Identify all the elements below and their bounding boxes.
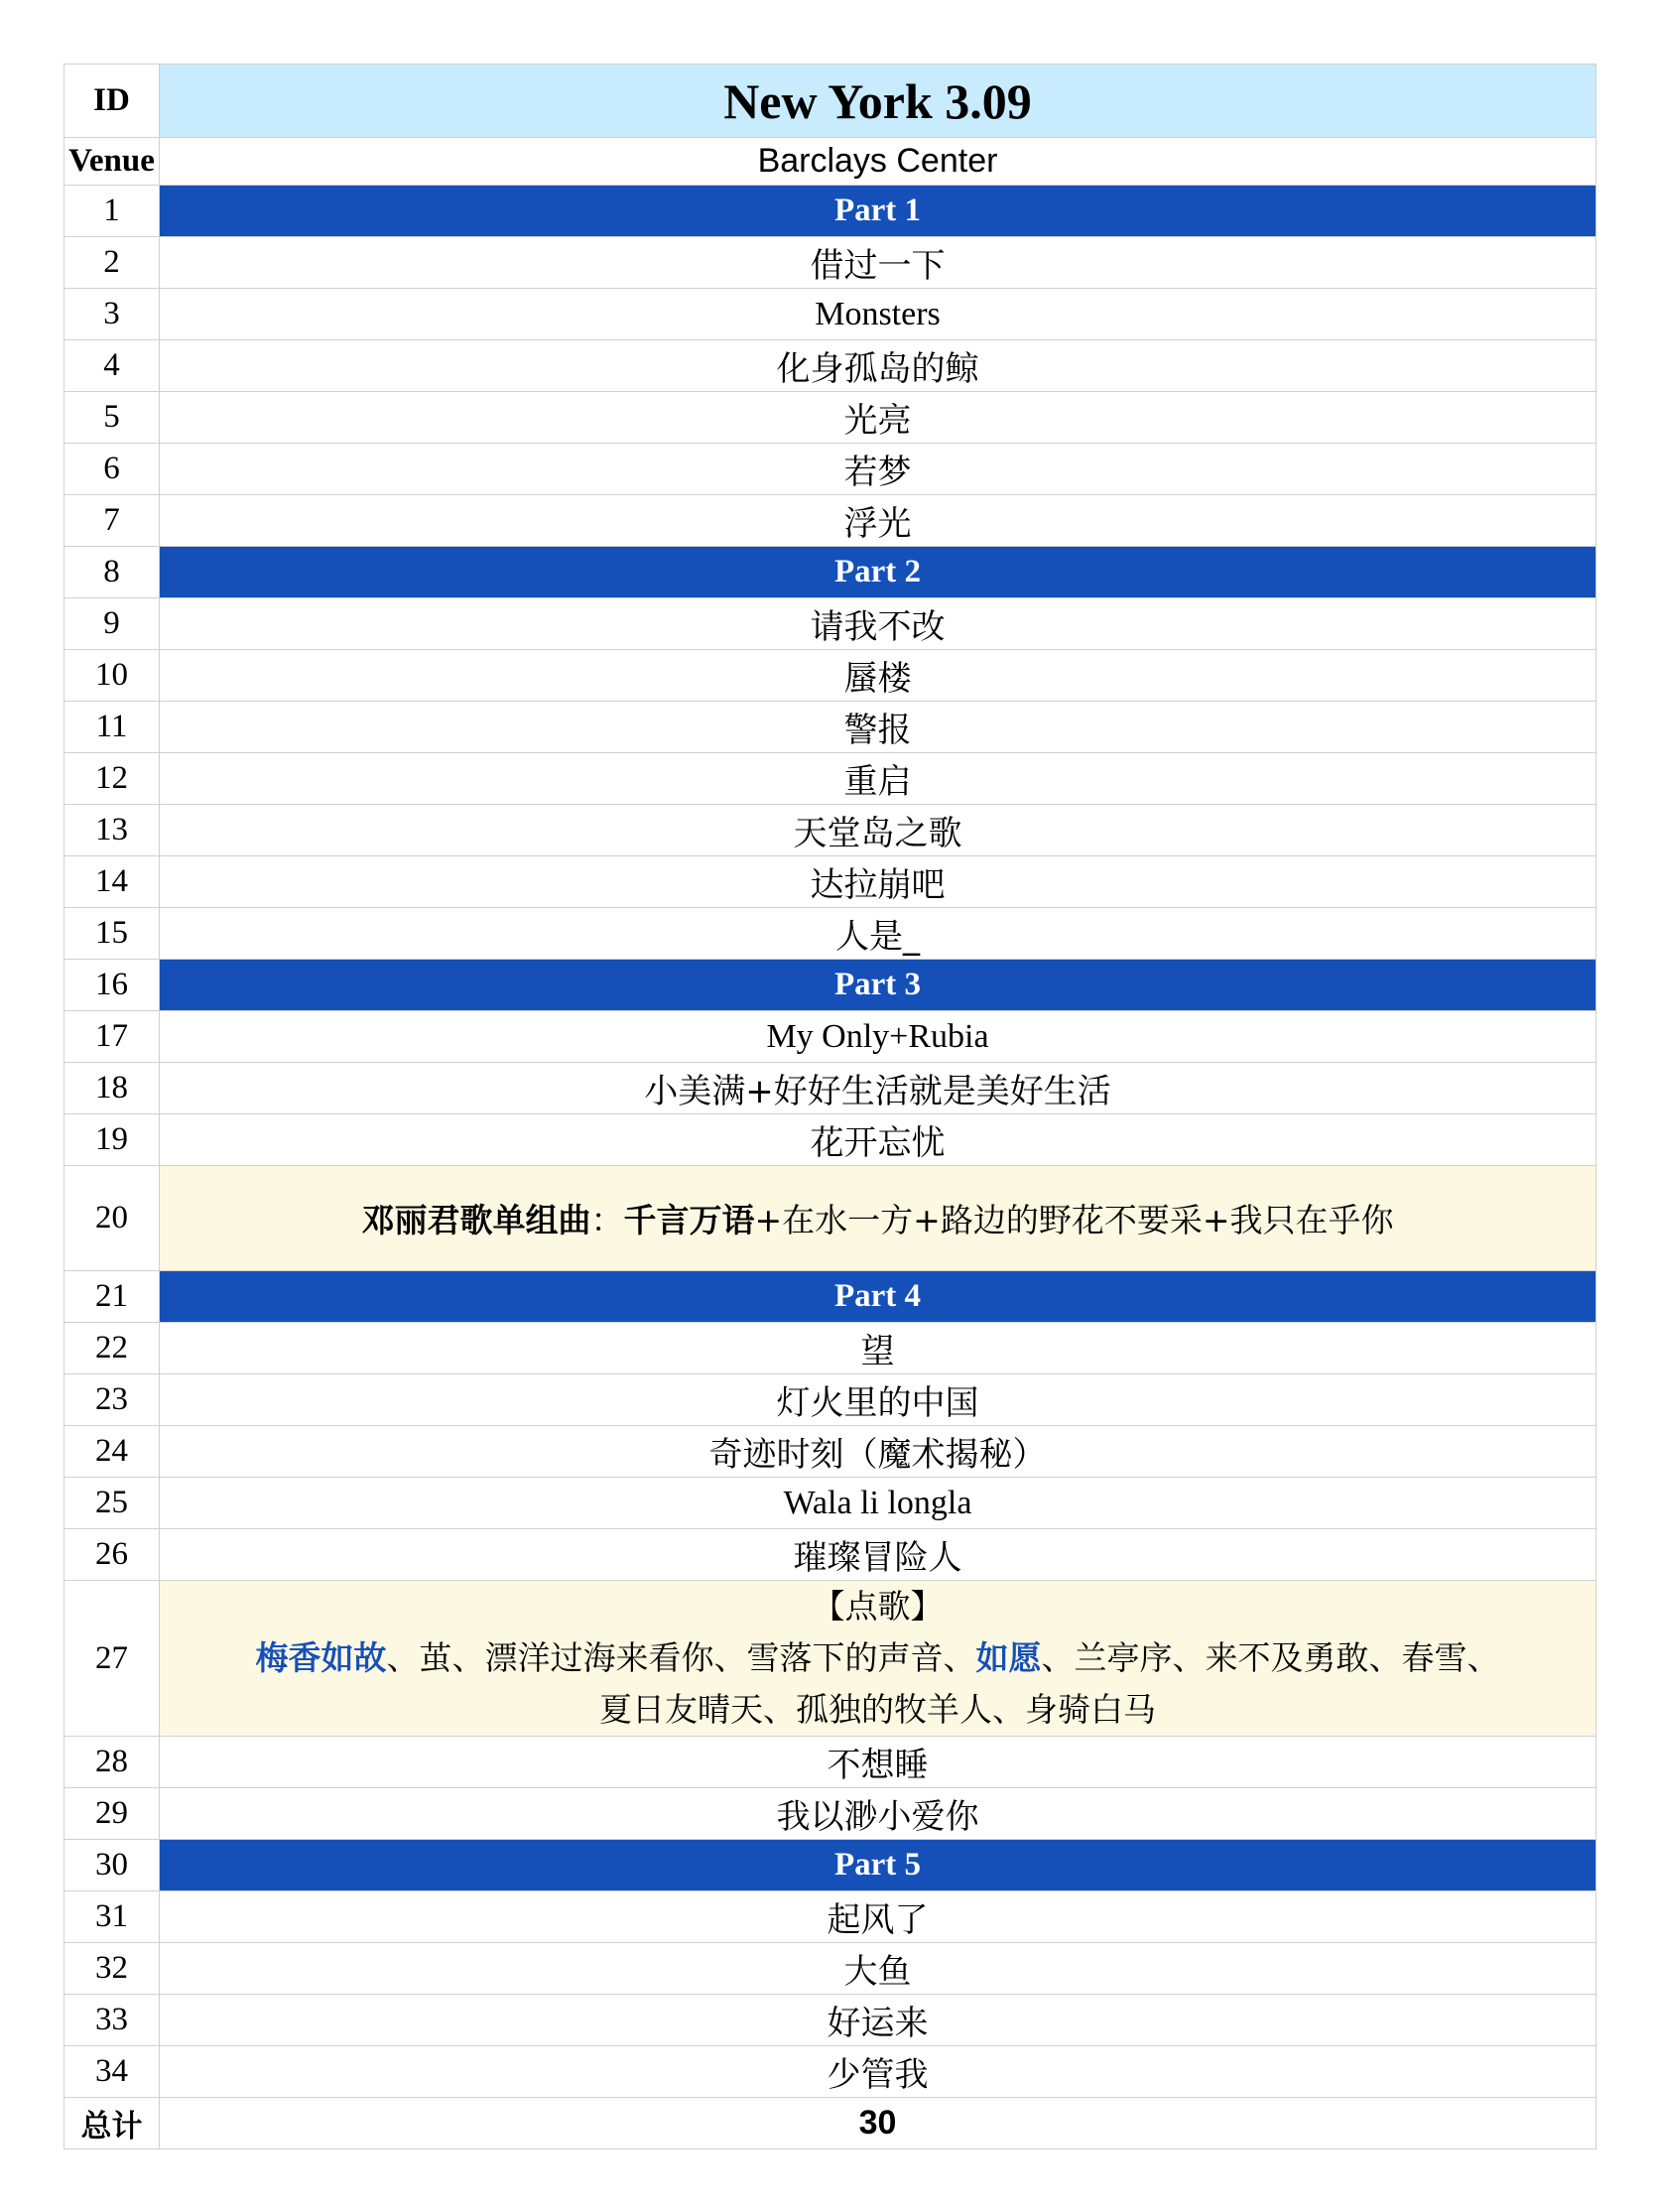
row-id-cell[interactable]: 13 xyxy=(64,805,160,856)
table-row xyxy=(64,805,1596,856)
song-title-cell[interactable]: 天堂岛之歌 xyxy=(160,805,1596,856)
row-id-cell[interactable]: 27 xyxy=(64,1581,160,1737)
row-id-cell[interactable]: 5 xyxy=(64,392,160,444)
table-row xyxy=(64,856,1596,908)
song-title-cell[interactable]: 光亮 xyxy=(160,392,1596,444)
row-id-cell[interactable]: 29 xyxy=(64,1788,160,1840)
row-id-cell[interactable]: 30 xyxy=(64,1840,160,1891)
total-row xyxy=(64,2098,1596,2149)
medley-row xyxy=(64,1166,1596,1271)
venue-row xyxy=(64,138,1596,186)
song-title-cell[interactable]: 达拉崩吧 xyxy=(160,856,1596,908)
venue-label[interactable]: Venue xyxy=(64,138,160,186)
row-id-cell[interactable]: 1 xyxy=(64,186,160,237)
row-id-cell[interactable]: 34 xyxy=(64,2046,160,2098)
row-id-cell[interactable]: 33 xyxy=(64,1995,160,2046)
row-id-cell[interactable]: 23 xyxy=(64,1374,160,1426)
row-id-cell[interactable]: 4 xyxy=(64,340,160,392)
table-row xyxy=(64,495,1596,547)
table-row xyxy=(64,1374,1596,1426)
row-id-cell[interactable]: 14 xyxy=(64,856,160,908)
request-list-line: 夏日友晴天、孤独的牧羊人、身骑白马 xyxy=(599,1690,1156,1729)
row-id-cell[interactable]: 10 xyxy=(64,650,160,702)
row-id-cell[interactable]: 24 xyxy=(64,1426,160,1478)
song-title-cell[interactable]: 不想睡 xyxy=(160,1737,1596,1788)
table-row xyxy=(64,598,1596,650)
request-songs-text: 、茧、漂洋过海来看你、雪落下的声音、 xyxy=(386,1638,976,1677)
row-id-cell[interactable]: 25 xyxy=(64,1478,160,1529)
row-id-cell[interactable]: 12 xyxy=(64,753,160,805)
row-id-cell[interactable]: 2 xyxy=(64,237,160,289)
song-title-cell[interactable]: 望 xyxy=(160,1323,1596,1374)
table-row xyxy=(64,340,1596,392)
part-title-cell[interactable]: Part 1 xyxy=(160,186,1596,237)
row-id-cell[interactable]: 20 xyxy=(64,1166,160,1271)
header-row xyxy=(64,65,1596,138)
row-id-cell[interactable]: 19 xyxy=(64,1114,160,1166)
table-row xyxy=(64,1478,1596,1529)
song-title-cell[interactable]: Wala li longla xyxy=(160,1478,1596,1529)
song-request-cell[interactable] xyxy=(160,1581,1596,1737)
song-title-cell[interactable]: 璀璨冒险人 xyxy=(160,1529,1596,1581)
song-title-cell[interactable]: 警报 xyxy=(160,702,1596,753)
table-row xyxy=(64,2046,1596,2098)
part-title-cell[interactable]: Part 3 xyxy=(160,960,1596,1011)
table-row xyxy=(64,289,1596,340)
total-value[interactable]: 30 xyxy=(160,2098,1596,2149)
medley-other-songs: +在水一方+路边的野花不要采+我只在乎你 xyxy=(754,1201,1394,1239)
medley-cell[interactable] xyxy=(160,1166,1596,1271)
row-id-cell[interactable]: 21 xyxy=(64,1271,160,1323)
song-title-cell[interactable]: Monsters xyxy=(160,289,1596,340)
song-title-cell[interactable]: My Only+Rubia xyxy=(160,1011,1596,1063)
part-title-cell[interactable]: Part 5 xyxy=(160,1840,1596,1891)
row-id-cell[interactable]: 11 xyxy=(64,702,160,753)
table-row xyxy=(64,1995,1596,2046)
song-title-cell[interactable]: 奇迹时刻（魔术揭秘） xyxy=(160,1426,1596,1478)
row-id-cell[interactable]: 9 xyxy=(64,598,160,650)
table-row xyxy=(64,1011,1596,1063)
song-title-cell[interactable]: 借过一下 xyxy=(160,237,1596,289)
setlist-table xyxy=(64,64,1596,2149)
table-row xyxy=(64,237,1596,289)
table-row xyxy=(64,1943,1596,1995)
part-header-row xyxy=(64,186,1596,237)
song-title-cell[interactable]: 灯火里的中国 xyxy=(160,1374,1596,1426)
part-header-row xyxy=(64,547,1596,598)
row-id-cell[interactable]: 31 xyxy=(64,1891,160,1943)
table-row xyxy=(64,1891,1596,1943)
song-title-cell[interactable]: 浮光 xyxy=(160,495,1596,547)
song-request-row xyxy=(64,1581,1596,1737)
row-id-cell[interactable]: 28 xyxy=(64,1737,160,1788)
song-title-cell[interactable]: 大鱼 xyxy=(160,1943,1596,1995)
venue-name[interactable]: Barclays Center xyxy=(160,138,1596,186)
table-row xyxy=(64,1323,1596,1374)
row-id-cell[interactable]: 8 xyxy=(64,547,160,598)
song-title-cell[interactable]: 人是_ xyxy=(160,908,1596,960)
request-list-line xyxy=(160,1632,1596,1684)
song-title-cell[interactable]: 我以渺小爱你 xyxy=(160,1788,1596,1840)
id-header[interactable]: ID xyxy=(64,65,160,138)
table-row xyxy=(64,1063,1596,1114)
row-id-cell[interactable]: 18 xyxy=(64,1063,160,1114)
row-id-cell[interactable]: 26 xyxy=(64,1529,160,1581)
table-row xyxy=(64,1426,1596,1478)
table-row xyxy=(64,1529,1596,1581)
table-row xyxy=(64,1737,1596,1788)
table-row xyxy=(64,1788,1596,1840)
table-row xyxy=(64,444,1596,495)
table-row xyxy=(64,753,1596,805)
request-highlight-song: 梅香如故 xyxy=(255,1638,387,1677)
song-title-cell[interactable]: 请我不改 xyxy=(160,598,1596,650)
song-title-cell[interactable]: 化身孤岛的鲸 xyxy=(160,340,1596,392)
medley-first-song: 千言万语 xyxy=(623,1201,755,1239)
table-row xyxy=(64,1114,1596,1166)
part-title-cell[interactable]: Part 4 xyxy=(160,1271,1596,1323)
table-row xyxy=(64,908,1596,960)
request-songs-text: 、兰亭序、来不及勇敢、春雪、 xyxy=(1041,1638,1500,1677)
song-title-cell[interactable]: 小美满+好好生活就是美好生活 xyxy=(160,1063,1596,1114)
request-highlight-song: 如愿 xyxy=(975,1638,1042,1677)
medley-title: 邓丽君歌单组曲 xyxy=(361,1201,591,1239)
table-row xyxy=(64,392,1596,444)
total-label[interactable]: 总计 xyxy=(64,2098,160,2149)
song-title-cell[interactable]: 重启 xyxy=(160,753,1596,805)
row-id-cell[interactable]: 16 xyxy=(64,960,160,1011)
part-header-row xyxy=(64,1840,1596,1891)
song-title-cell[interactable]: 若梦 xyxy=(160,444,1596,495)
song-title-cell[interactable]: 起风了 xyxy=(160,1891,1596,1943)
part-header-row xyxy=(64,1271,1596,1323)
part-header-row xyxy=(64,960,1596,1011)
medley-separator: ： xyxy=(590,1201,624,1239)
part-title-cell[interactable]: Part 2 xyxy=(160,547,1596,598)
row-id-cell[interactable]: 6 xyxy=(64,444,160,495)
row-id-cell[interactable]: 22 xyxy=(64,1323,160,1374)
row-id-cell[interactable]: 3 xyxy=(64,289,160,340)
song-title-cell[interactable]: 少管我 xyxy=(160,2046,1596,2098)
song-title-cell[interactable]: 好运来 xyxy=(160,1995,1596,2046)
song-title-cell[interactable]: 花开忘忧 xyxy=(160,1114,1596,1166)
table-row xyxy=(64,702,1596,753)
row-id-cell[interactable]: 7 xyxy=(64,495,160,547)
row-id-cell[interactable]: 17 xyxy=(64,1011,160,1063)
song-title-cell[interactable]: 蜃楼 xyxy=(160,650,1596,702)
request-heading: 【点歌】 xyxy=(812,1587,944,1626)
table-row xyxy=(64,650,1596,702)
concert-title[interactable]: New York 3.09 xyxy=(160,65,1596,138)
row-id-cell[interactable]: 32 xyxy=(64,1943,160,1995)
row-id-cell[interactable]: 15 xyxy=(64,908,160,960)
